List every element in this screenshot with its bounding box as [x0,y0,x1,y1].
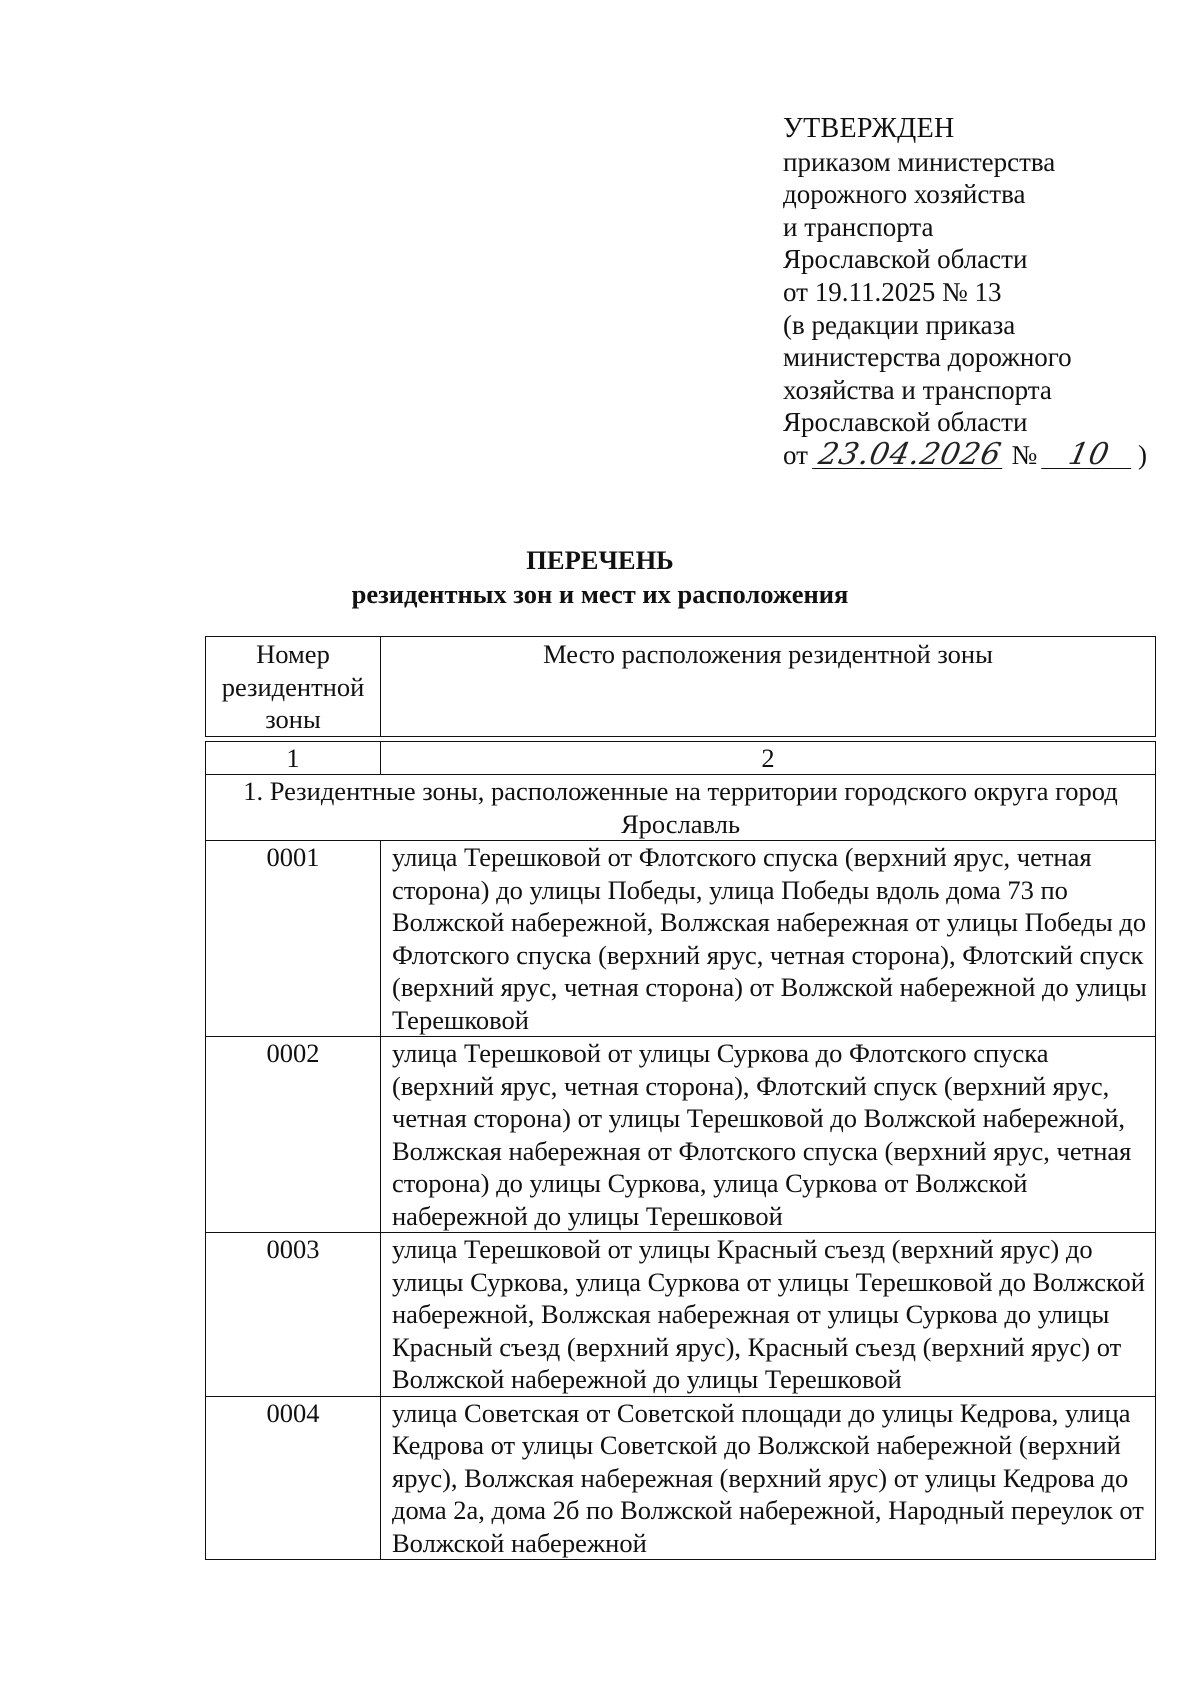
approval-line: хозяйства и транспорта [783,374,1052,405]
table-header-row [206,637,1156,737]
table-row [206,841,1156,1037]
column-number-row [206,742,1156,775]
amendment-prefix: от [783,439,808,470]
closing-paren: ) [1137,439,1147,470]
title-sub: резидентных зон и мест их расположения [351,579,849,609]
zone-code: 0001 [206,841,381,1037]
section-title: 1. Резидентные зоны, расположенные на территории городского округа город Ярославль [206,775,1156,841]
column-number-1: 1 [206,742,381,775]
zone-location: улица Терешковой от улицы Суркова до Флотского спуска (верхний ярус, четная сторона), Флотский спуск (верхний ярус, четная сторона) от улицы Терешковой до Волжской набережной, Волжская набережная от Флотского спуска (верхний ярус, четная сторона) до улицы Суркова, улица Суркова от Волжской набережной до улицы Терешковой [381,1037,1156,1233]
amendment-date-line [783,436,1163,472]
table-row [206,1233,1156,1397]
header-zone-location: Место расположения резидентной зоны [381,637,1156,737]
zone-location: улица Советская от Советской площади до улицы Кедрова, улица Кедрова от улицы Советской до Волжской набережной (верхний ярус), Волжская набережная (верхний ярус) от улицы Кедрова до дома 2а, дома 2б по Волжской набережной, Народный переулок от Волжской набережной [381,1396,1156,1560]
number-sign: № [1011,439,1038,470]
approval-line: Ярославской области [783,407,1028,438]
zone-code: 0002 [206,1037,381,1233]
handwritten-number: 10 [1041,442,1137,469]
approval-line: приказом министерства [783,146,1056,177]
approval-line: (в редакции приказа [783,309,1016,340]
table-row [206,1396,1156,1560]
approval-stamp-block [783,113,1163,472]
section-row [206,775,1156,841]
document-title [0,543,1200,611]
handwritten-date: 23.04.2026 [812,442,1008,469]
zone-location: улица Терешковой от Флотского спуска (верхний ярус, четная сторона) до улицы Победы, улица Победы вдоль дома 73 по Волжской набережной, Волжская набережная от улицы Победы до Флотского спуска (верхний ярус, четная сторона), Флотский спуск (верхний ярус, четная сторона) от Волжской набережной до улицы Терешковой [381,841,1156,1037]
header-zone-number: Номер резидентной зоны [206,637,381,737]
approval-heading: УТВЕРЖДЕН [783,113,955,144]
column-number-2: 2 [381,742,1156,775]
approval-line: и транспорта [783,211,934,242]
approval-line: министерства дорожного [783,342,1072,373]
zone-code: 0003 [206,1233,381,1397]
approval-line: дорожного хозяйства [783,179,1026,210]
resident-zones-table [205,636,1156,1560]
table-row [206,1037,1156,1233]
title-main: ПЕРЕЧЕНЬ [526,545,674,575]
zone-code: 0004 [206,1396,381,1560]
approval-line: Ярославской области [783,244,1028,275]
zone-location: улица Терешковой от улицы Красный съезд (верхний ярус) до улицы Суркова, улица Суркова от улицы Терешковой до Волжской набережной, Волжская набережная от улицы Суркова до улицы Красный съезд (верхний ярус), Красный съезд (верхний ярус) от Волжской набережной до улицы Терешковой [381,1233,1156,1397]
approval-line: от 19.11.2025 № 13 [783,276,1002,307]
